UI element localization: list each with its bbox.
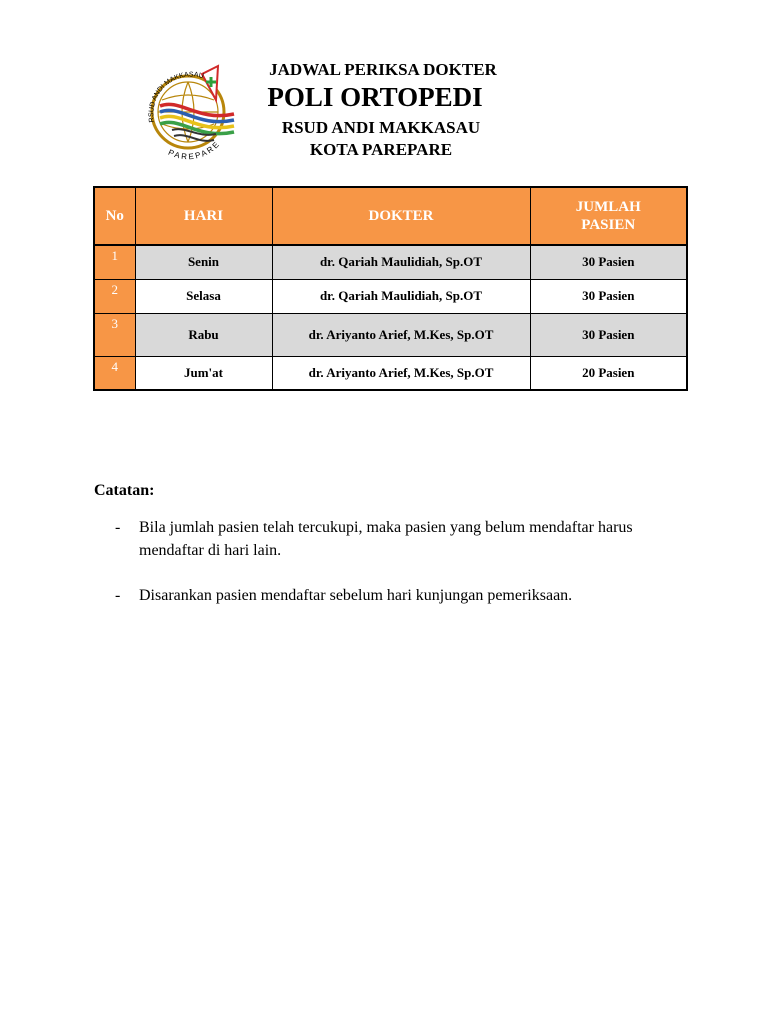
table-row — [94, 279, 687, 313]
header-dokter: DOKTER — [272, 187, 530, 245]
city-name: KOTA PAREPARE — [309, 140, 453, 159]
logo-arc-text: RSUD ANDI MAKKASAU — [148, 71, 205, 123]
row-doctor: dr. Ariyanto Arief, M.Kes, Sp.OT — [272, 313, 530, 356]
header-no: No — [94, 187, 135, 245]
note-item — [115, 584, 675, 607]
row-number: 3 — [94, 313, 135, 356]
row-patient-count: 30 Pasien — [530, 313, 687, 356]
row-day: Selasa — [135, 279, 272, 313]
logo-bottom-text: PAREPARE — [166, 138, 223, 162]
bullet-dash: - — [115, 519, 121, 536]
row-day: Senin — [135, 245, 272, 279]
row-doctor: dr. Qariah Maulidiah, Sp.OT — [272, 245, 530, 279]
header-jumlah-pasien: JUMLAH PASIEN — [530, 187, 687, 245]
row-doctor: dr. Qariah Maulidiah, Sp.OT — [272, 279, 530, 313]
note-text: Bila jumlah pasien telah tercukupi, maka pasien yang belum mendaftar harus mendaftar di hari lain. — [139, 519, 633, 559]
note-text: Disarankan pasien mendaftar sebelum hari kunjungan pemeriksaan. — [139, 587, 573, 604]
schedule-table — [93, 186, 688, 391]
row-day: Rabu — [135, 313, 272, 356]
table-row — [94, 356, 687, 390]
row-number: 2 — [94, 279, 135, 313]
row-number: 4 — [94, 356, 135, 390]
notes-title: Catatan: — [94, 482, 155, 499]
header-hari: HARI — [135, 187, 272, 245]
row-day: Jum'at — [135, 356, 272, 390]
document-title: POLI ORTOPEDI — [267, 82, 483, 112]
hospital-name: RSUD ANDI MAKKASAU — [281, 118, 481, 137]
row-patient-count: 30 Pasien — [530, 245, 687, 279]
row-doctor: dr. Ariyanto Arief, M.Kes, Sp.OT — [272, 356, 530, 390]
row-patient-count: 30 Pasien — [530, 279, 687, 313]
hospital-logo — [132, 60, 244, 162]
table-row — [94, 245, 687, 279]
document-subtitle: JADWAL PERIKSA DOKTER — [269, 60, 497, 79]
bullet-dash: - — [115, 587, 121, 604]
table-header-row — [94, 187, 687, 245]
note-item — [115, 516, 675, 562]
row-number: 1 — [94, 245, 135, 279]
table-row — [94, 313, 687, 356]
row-patient-count: 20 Pasien — [530, 356, 687, 390]
